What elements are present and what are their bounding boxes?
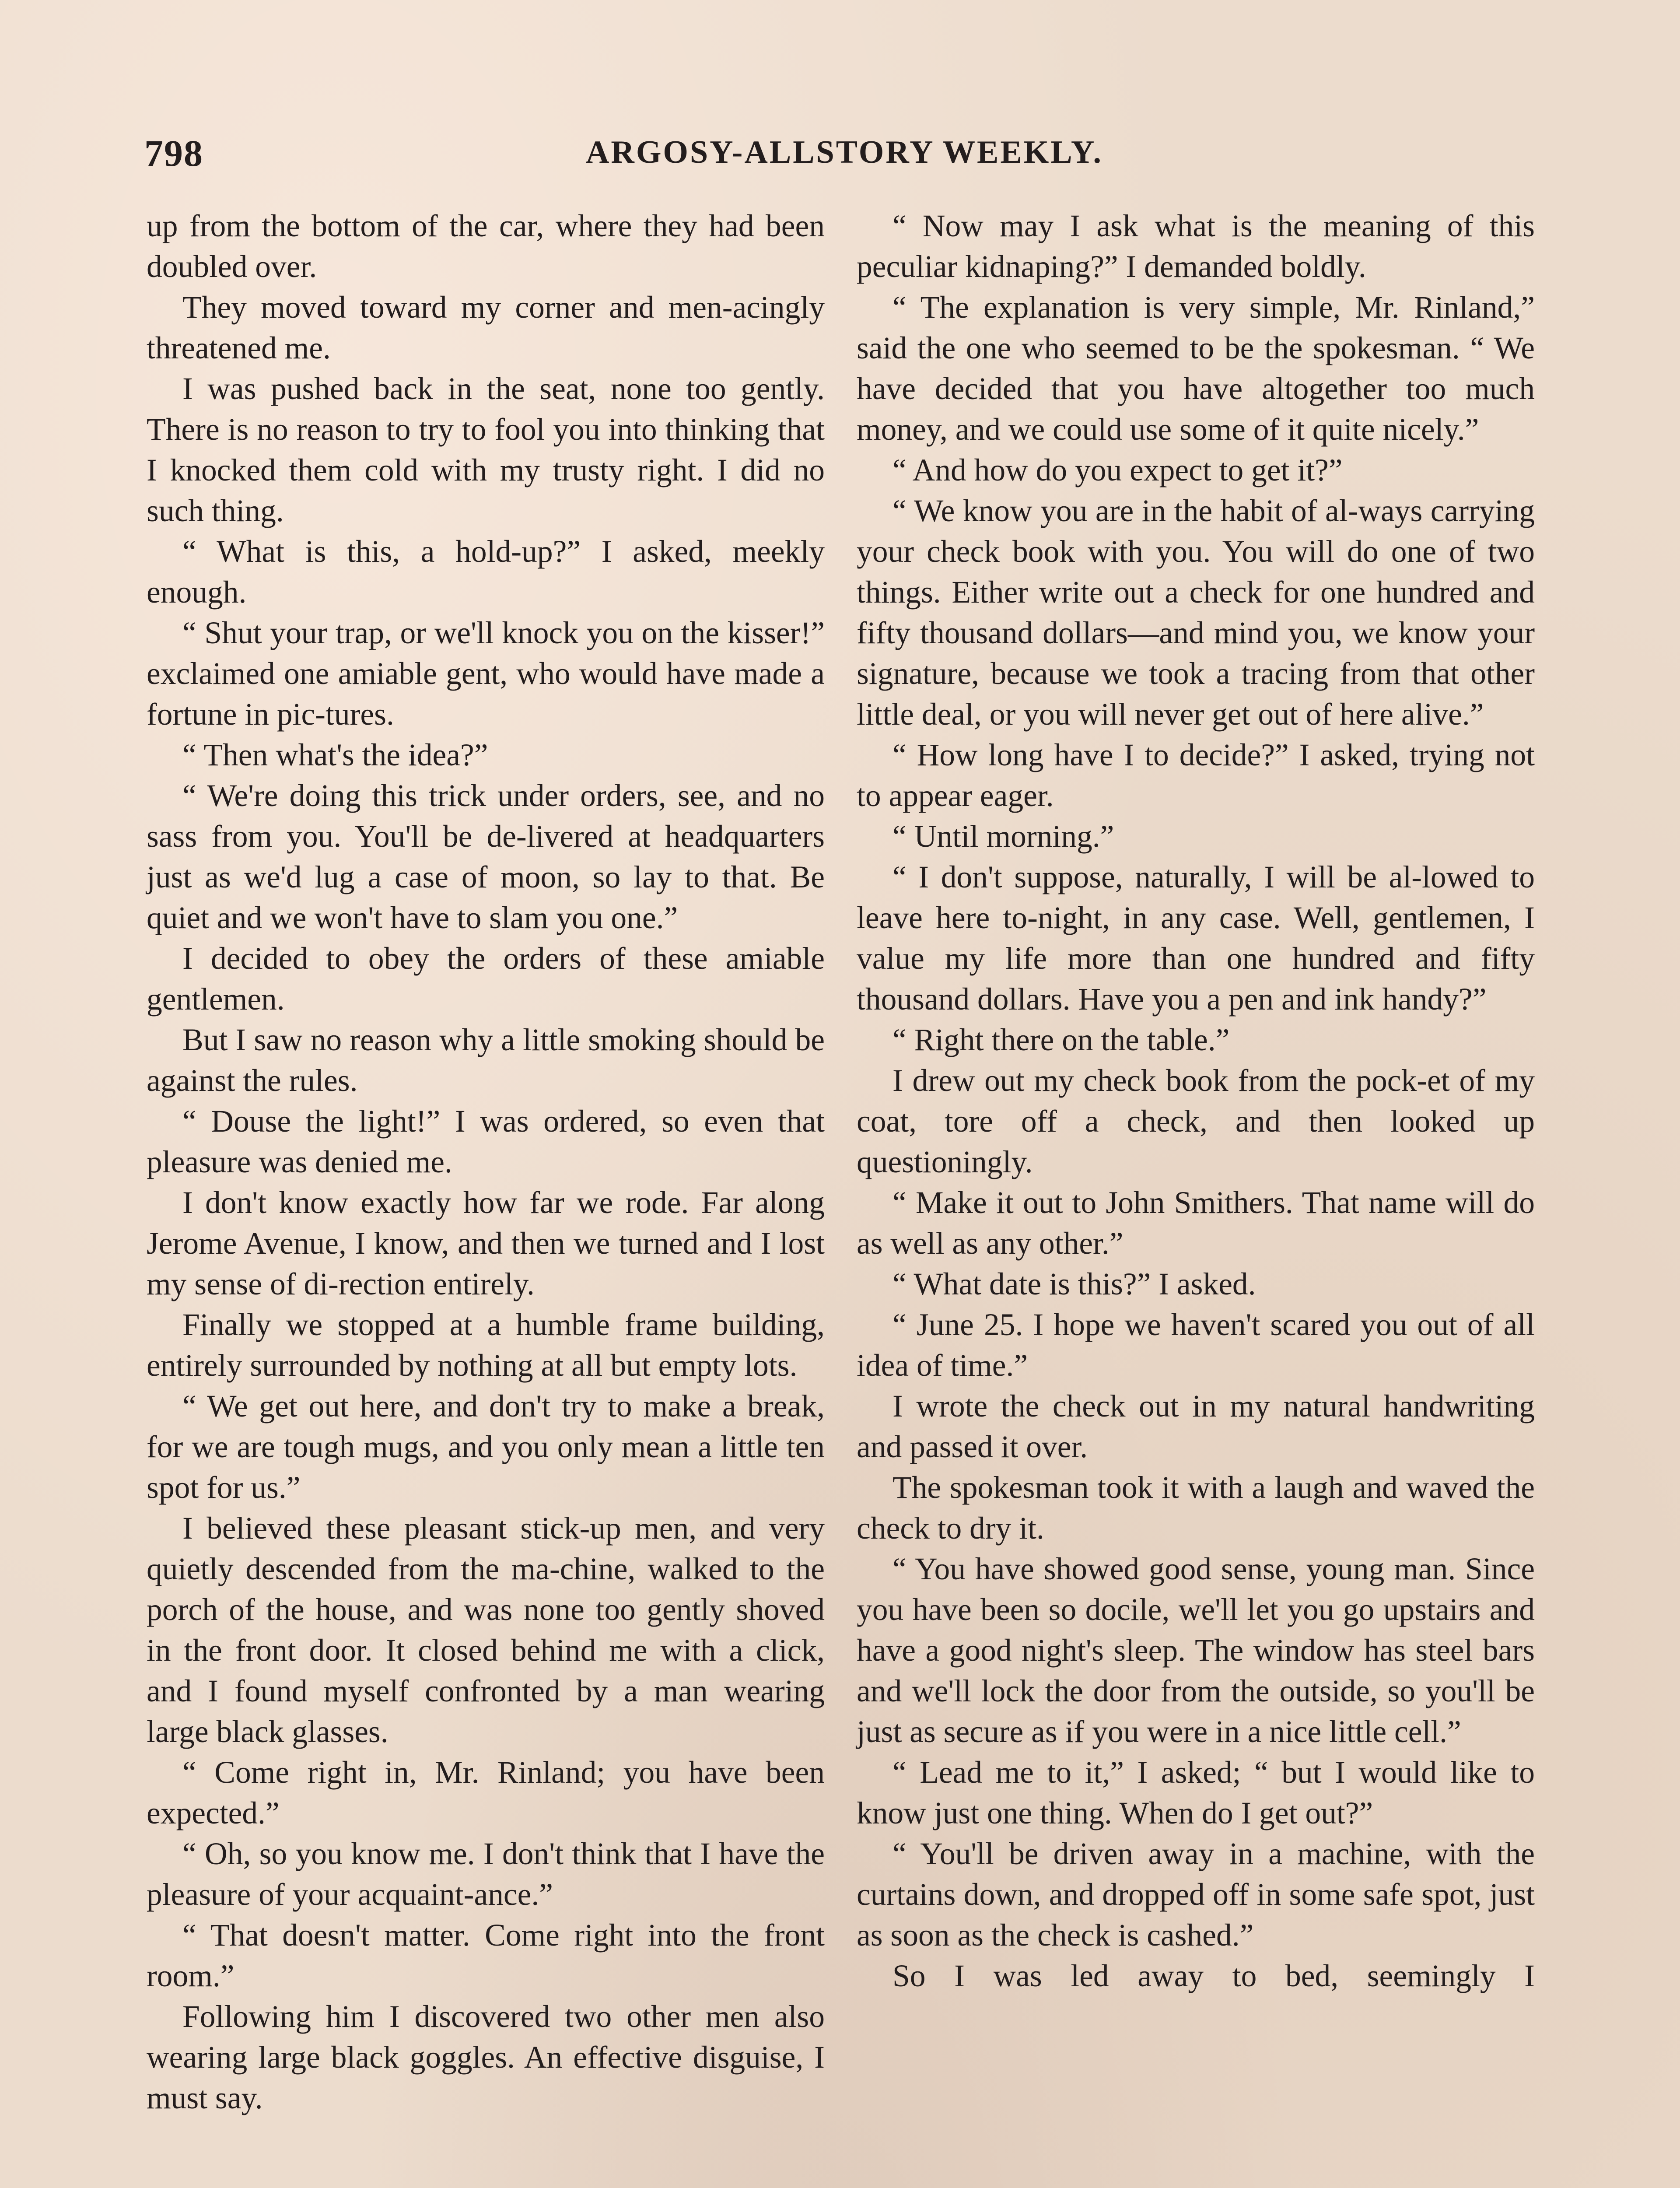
- paragraph: up from the bottom of the car, where they had been doubled over.: [147, 209, 825, 284]
- paragraph: “ Now may I ask what is the meaning of this peculiar kidnaping?” I demanded boldly.: [857, 209, 1535, 284]
- paragraph: “ Oh, so you know me. I don't think that I have the pleasure of your acquaint-ance.”: [147, 1837, 825, 1912]
- paragraph: “ I don't suppose, naturally, I will be al-lowed to leave here to-night, in any case. Well, gentlemen, I value my life more than one hundred and fifty thousand dollars. Have you a pen and ink handy?”: [857, 860, 1535, 1017]
- paragraph: “ How long have I to decide?” I asked, trying not to appear eager.: [857, 738, 1535, 813]
- paragraph: “ You have showed good sense, young man. Since you have been so docile, we'll let you go upstairs and have a good night's sleep. The window has steel bars and we'll lock the door from the outside, so you'll be just as secure as if you were in a nice little cell.”: [857, 1552, 1535, 1749]
- paragraph: “ The explanation is very simple, Mr. Rinland,” said the one who seemed to be the spokesman. “ We have decided that you have altogether too much money, and we could use some of it quite nicely.”: [857, 290, 1535, 447]
- paragraph: I was pushed back in the seat, none too gently. There is no reason to try to fool you into thinking that I knocked them cold with my trusty right. I did no such thing.: [147, 372, 825, 528]
- page-number: 798: [144, 132, 203, 174]
- paragraph: “ June 25. I hope we haven't scared you out of all idea of time.”: [857, 1308, 1535, 1383]
- paragraph: Following him I discovered two other men also wearing large black goggles. An effective disguise, I must say.: [147, 1999, 825, 2115]
- paragraph: They moved toward my corner and men-acingly threatened me.: [147, 290, 825, 365]
- paragraph: I decided to obey the orders of these amiable gentlemen.: [147, 941, 825, 1017]
- paragraph: “ Make it out to John Smithers. That name will do as well as any other.”: [857, 1185, 1535, 1261]
- paragraph: “ Then what's the idea?”: [182, 738, 488, 772]
- paragraph: “ What is this, a hold-up?” I asked, meekly enough.: [147, 534, 825, 610]
- paragraph: “ What date is this?” I asked.: [892, 1267, 1256, 1301]
- paragraph: I wrote the check out in my natural handwriting and passed it over.: [857, 1389, 1535, 1464]
- paragraph: So I was led away to bed, seemingly I: [892, 1959, 1535, 1993]
- paragraph: “ You'll be driven away in a machine, with the curtains down, and dropped off in some safe spot, just as soon as the check is cashed.”: [857, 1837, 1535, 1953]
- running-title: ARGOSY-ALLSTORY WEEKLY.: [585, 134, 1103, 170]
- paragraph: “ We get out here, and don't try to make a break, for we are tough mugs, and you only mean a little ten spot for us.”: [147, 1389, 825, 1505]
- paragraph: “ And how do you expect to get it?”: [892, 453, 1343, 487]
- paragraph: “ Lead me to it,” I asked; “ but I would like to know just one thing. When do I get out?”: [857, 1755, 1535, 1830]
- paragraph: I don't know exactly how far we rode. Far along Jerome Avenue, I know, and then we turned and I lost my sense of di-rection entirely.: [147, 1185, 825, 1301]
- paragraph: “ Douse the light!” I was ordered, so even that pleasure was denied me.: [147, 1104, 825, 1179]
- paragraph: “ We're doing this trick under orders, see, and no sass from you. You'll be de-livered at headquarters just as we'd lug a case of moon, so lay to that. Be quiet and we won't have to slam you one.”: [147, 778, 825, 935]
- paragraph: The spokesman took it with a laugh and waved the check to dry it.: [857, 1470, 1535, 1546]
- paragraph: But I saw no reason why a little smoking should be against the rules.: [147, 1023, 825, 1098]
- paragraph: Finally we stopped at a humble frame building, entirely surrounded by nothing at all but empty lots.: [147, 1308, 825, 1383]
- paragraph: “ That doesn't matter. Come right into the front room.”: [147, 1918, 825, 1993]
- page-header: [144, 131, 1544, 184]
- paragraph: I believed these pleasant stick-up men, and very quietly descended from the ma-chine, walked to the porch of the house, and was none too gently shoved in the front door. It closed behind me with a click, and I found myself confronted by a man wearing large black glasses.: [147, 1511, 825, 1749]
- left-column: [147, 206, 825, 2118]
- paragraph: “ Shut your trap, or we'll knock you on the kisser!” exclaimed one amiable gent, who would have made a fortune in pic-tures.: [147, 616, 825, 732]
- paragraph: “ Come right in, Mr. Rinland; you have been expected.”: [147, 1755, 825, 1830]
- right-column: [857, 206, 1535, 1996]
- paragraph: “ Until morning.”: [892, 819, 1114, 854]
- paragraph: I drew out my check book from the pock-et of my coat, tore off a check, and then looked up questioningly.: [857, 1063, 1535, 1179]
- paragraph: “ Right there on the table.”: [892, 1023, 1230, 1057]
- paragraph: “ We know you are in the habit of al-ways carrying your check book with you. You will do one of two things. Either write out a check for one hundred and fifty thousand dollars—and mind you, we know your signature, because we took a tracing from that other little deal, or you will never get out of here alive.”: [857, 494, 1535, 732]
